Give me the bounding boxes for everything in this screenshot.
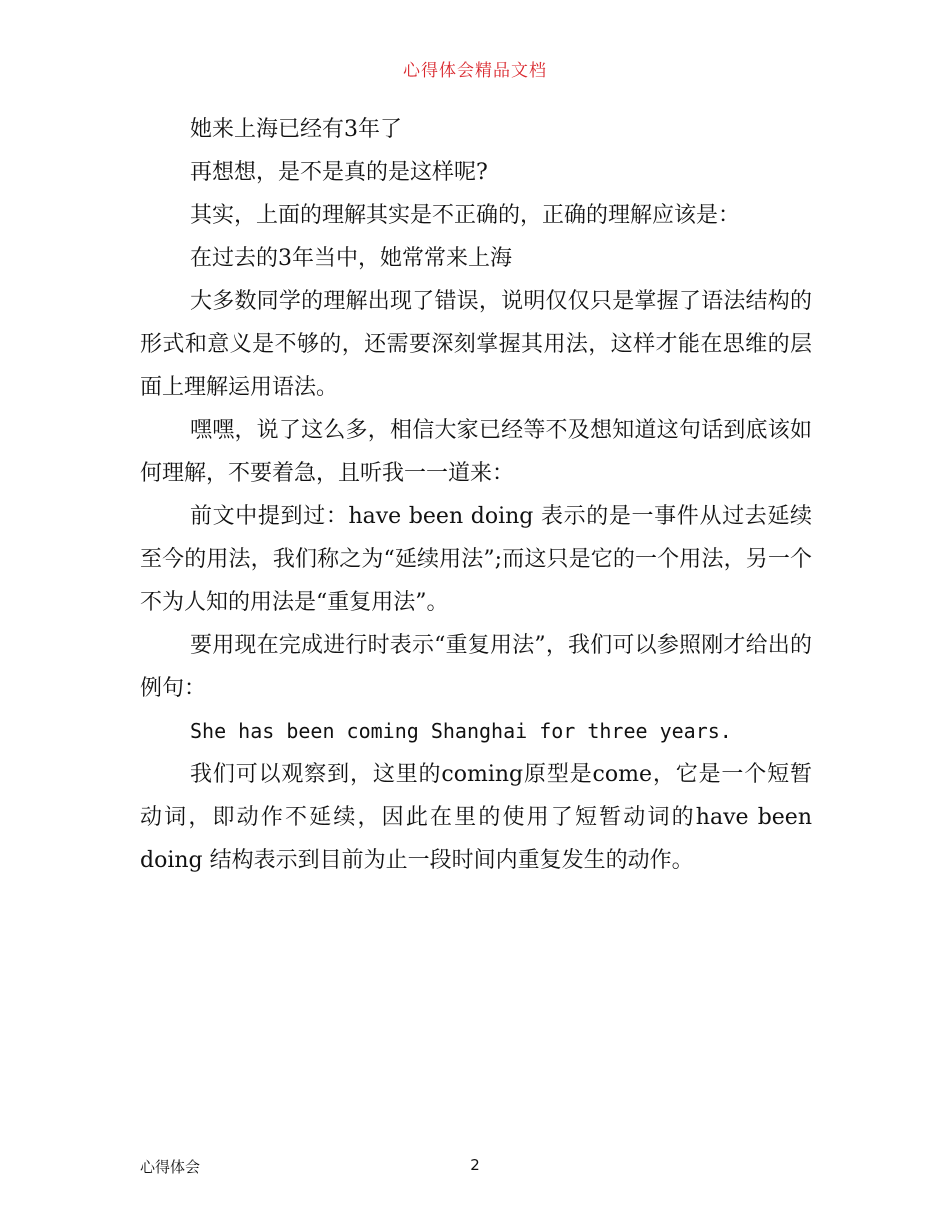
- paragraph-5: 大多数同学的理解出现了错误，说明仅仅只是掌握了语法结构的形式和意义是不够的，还需要深刻掌握其用法，这样才能在思维的层面上理解运用语法。: [140, 289, 812, 400]
- paragraph-7: 前文中提到过：have been doing 表示的是一事件从过去延续至今的用法，我们称之为“延续用法”;而这只是它的一个用法，另一个不为人知的用法是“重复用法”。: [140, 504, 812, 615]
- example-sentence: She has been coming Shanghai for three years.: [190, 719, 732, 743]
- paragraph-2: 再想想，是不是真的是这样呢?: [190, 160, 488, 185]
- page-header-title: 心得体会精品文档: [403, 61, 547, 81]
- paragraph-1: 她来上海已经有3年了: [190, 117, 402, 142]
- paragraph-10: 我们可以观察到，这里的coming原型是come，它是一个短暂动词，即动作不延续，因此在里的使用了短暂动词的have been doing 结构表示到目前为止一段时间内重复发生的动作。: [140, 762, 812, 873]
- footer-label: 心得体会: [140, 1158, 201, 1176]
- page-number: 2: [470, 1156, 480, 1174]
- paragraph-3: 其实，上面的理解其实是不正确的，正确的理解应该是：: [190, 203, 741, 228]
- paragraph-4: 在过去的3年当中，她常常来上海: [190, 246, 512, 271]
- document-body: [140, 108, 812, 882]
- paragraph-6: 嘿嘿，说了这么多，相信大家已经等不及想知道这句话到底该如何理解，不要着急，且听我一一道来：: [140, 418, 812, 486]
- paragraph-8: 要用现在完成进行时表示“重复用法”，我们可以参照刚才给出的例句：: [140, 633, 812, 701]
